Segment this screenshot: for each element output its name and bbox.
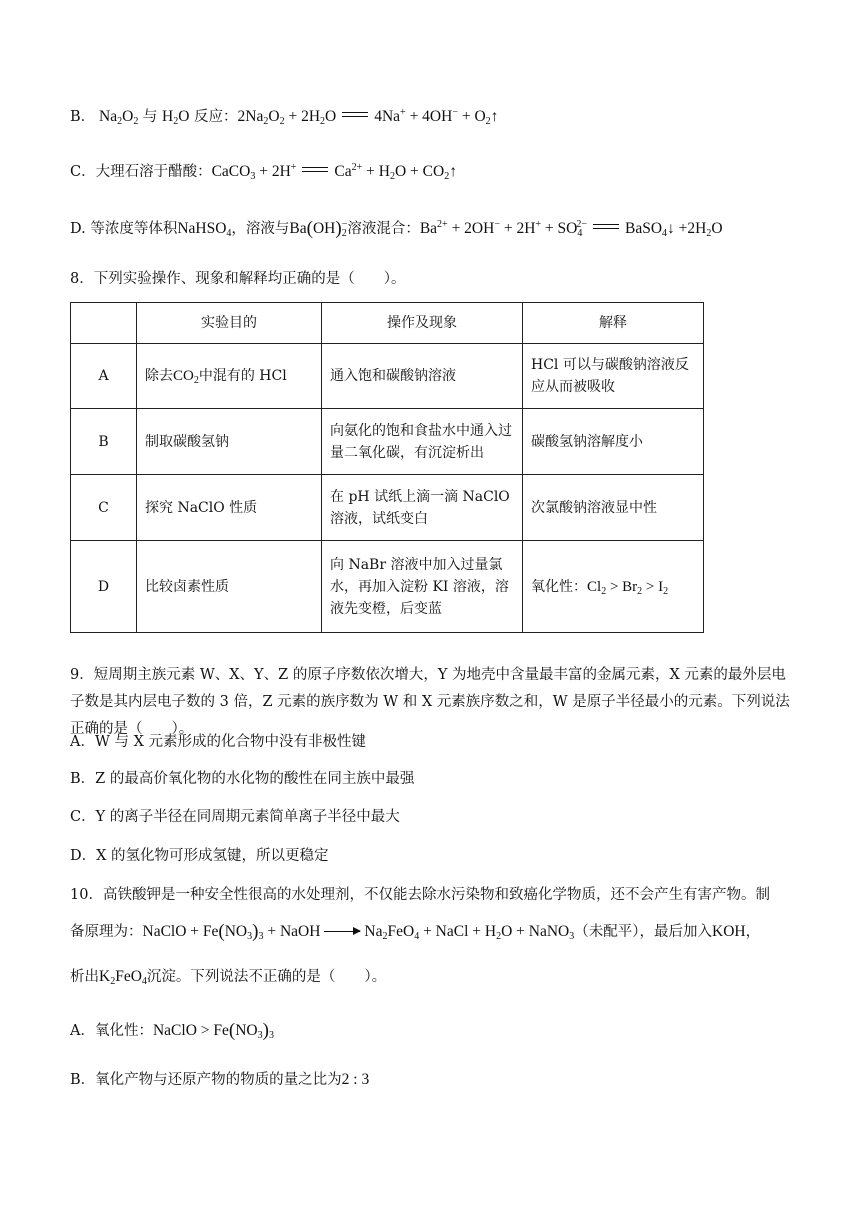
q10-option-b: B．氧化产物与还原产物的物质的量之比为2 : 3 xyxy=(70,1071,370,1088)
q10-stem-3: 析出$K_2FeO_4$沉淀。下列说法不正确的是（ ）。 xyxy=(70,968,387,987)
table-row: B 制取碳酸氢钠 向氨化的饱和食盐水中通入过量二氧化碳，有沉淀析出 碳酸氢钠溶解度小 xyxy=(71,409,704,475)
header-operation: 操作及现象 xyxy=(322,303,523,344)
q8-stem: 8．下列实验操作、现象和解释均正确的是（ ）。 xyxy=(70,271,406,287)
table-row: A 除去$CO_2$中混有的 HCl 通入饱和碳酸钠溶液 HCl 可以与碳酸钠溶液反应从而被吸收 xyxy=(71,344,704,409)
q8-table xyxy=(70,302,704,633)
table-row: D 比较卤素性质 向 NaBr 溶液中加入过量氯水，再加入淀粉 KI 溶液，溶液先变橙，后变蓝 氧化性：$Cl_2 > Br_2 > I_2$ xyxy=(71,541,704,633)
header-explanation: 解释 xyxy=(523,303,704,344)
option-b-line: B． $Na_2O_2$ 与 $H_2O$ 反应：$2Na_2O_2 + 2H_2O$ $4Na^+ + 4OH^- + O_2↑$ xyxy=(70,107,499,127)
q10-option-a: A．氧化性：NaClO > $Fe(NO_3)_3$ xyxy=(70,1020,274,1041)
equation-c: CaCO$_3$ + 2H+ $Ca^{2+} + H_2O$ + $CO_2↑$ xyxy=(211,162,457,182)
q10-stem-2: 备原理为：NaClO + $Fe(NO_3)_3$ + NaOH $Na_2FeO_4$ + NaCl + $H_2O$ + NaNO$_3$（未配平），最后加入KOH， xyxy=(70,921,761,942)
q10-equation: NaClO + $Fe(NO_3)_3$ + NaOH $Na_2FeO_4$ + NaCl + $H_2O$ + NaNO$_3$ xyxy=(142,921,575,942)
q9-option-c: C．Y 的离子半径在同周期元素简单离子半径中最大 xyxy=(70,809,400,825)
equation-b: $2Na_2O_2 + 2H_2O$ $4Na^+ + 4OH^- + O_2↑$ xyxy=(237,107,499,127)
table-header-row xyxy=(71,303,704,344)
option-d-line: D. 等浓度等体积NaHSO$_4$，溶液与$Ba(OH)_2^-$溶液混合：$Ba^{2+} + 2OH^- + 2H^+ + SO_4^{2-}$ BaSO$_4$↓ $+2H_2O$ xyxy=(70,218,723,239)
equation-d: $Ba^{2+} + 2OH^- + 2H^+ + SO_4^{2-}$ BaSO$_4$↓ $+2H_2O$ xyxy=(419,219,723,239)
table-row: C 探究 NaClO 性质 在 pH 试纸上滴一滴 NaClO 溶液，试纸变白 次氯酸钠溶液显中性 xyxy=(71,475,704,541)
q10-stem-1: 10．高铁酸钾是一种安全性很高的水处理剂，不仅能去除水污染物和致癌化学物质，还不会产生有害产物。制 xyxy=(70,887,770,903)
q9-stem: 9．短周期主族元素 W、X、Y、Z 的原子序数依次增大，Y 为地壳中含量最丰富的金属元素，X 元素的最外层电子数是其内层电子数的 3 倍，Z 元素的族序数为 W 和 X 元素族序数之和，W 是原子半径最小的元素。下列说法正确的是（ ）。 xyxy=(70,667,790,737)
q9-option-a: A．W 与 X 元素形成的化合物中没有非极性键 xyxy=(70,734,367,750)
header-purpose: 实验目的 xyxy=(137,303,322,344)
q9-option-d: D．X 的氢化物可形成氢键，所以更稳定 xyxy=(70,848,329,864)
q9-option-b: B．Z 的最高价氧化物的水化物的酸性在同主族中最强 xyxy=(70,771,415,787)
option-c-line: C．大理石溶于醋酸：CaCO$_3$ + 2H+ $Ca^{2+} + H_2O$ + $CO_2↑$ xyxy=(70,162,457,182)
